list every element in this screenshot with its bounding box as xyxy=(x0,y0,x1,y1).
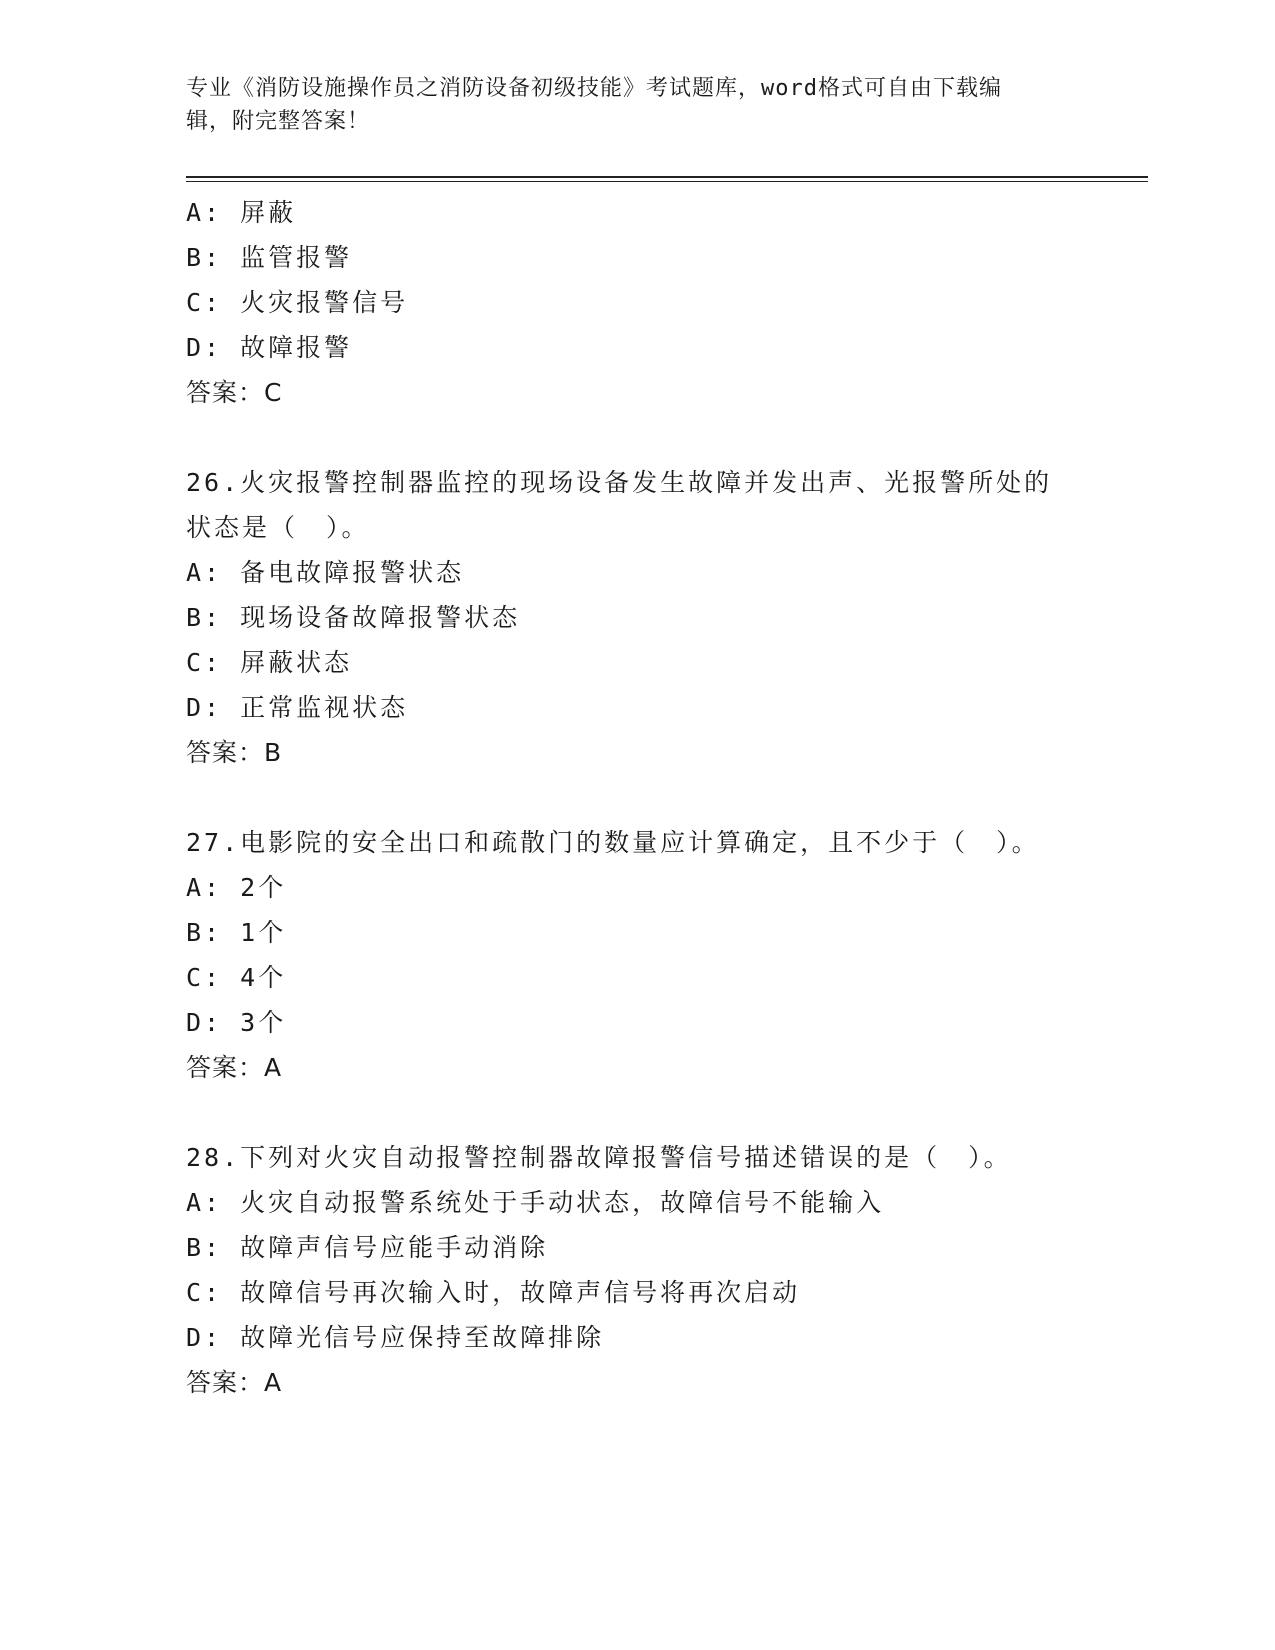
answer-label: 答案：C xyxy=(186,378,283,407)
question-block-26 xyxy=(186,460,1086,775)
spacer xyxy=(186,775,1086,820)
option-c: C: 故障信号再次输入时，故障声信号将再次启动 xyxy=(186,1278,801,1307)
option-a: A: 备电故障报警状态 xyxy=(186,558,465,587)
option-d: D: 故障报警 xyxy=(186,333,353,362)
option-c: C: 火灾报警信号 xyxy=(186,288,409,317)
header-rule-thin xyxy=(186,181,1148,182)
option-d: D: 3个 xyxy=(186,1008,287,1037)
option-d: D: 故障光信号应保持至故障排除 xyxy=(186,1323,605,1352)
answer-label: 答案：A xyxy=(186,1053,283,1082)
question-stem-line-1: 26.火灾报警控制器监控的现场设备发生故障并发出声、光报警所处的 xyxy=(186,468,1053,497)
option-a: A: 屏蔽 xyxy=(186,198,297,227)
spacer xyxy=(186,415,1086,460)
option-a: A: 2个 xyxy=(186,873,287,902)
question-stem-line-2: 状态是（ ）。 xyxy=(186,513,370,542)
option-b: B: 监管报警 xyxy=(186,243,353,272)
option-d: D: 正常监视状态 xyxy=(186,693,409,722)
question-stem-line-1: 27.电影院的安全出口和疏散门的数量应计算确定，且不少于（ ）。 xyxy=(186,828,1040,857)
option-b: B: 故障声信号应能手动消除 xyxy=(186,1233,549,1262)
option-c: C: 4个 xyxy=(186,963,287,992)
option-b: B: 1个 xyxy=(186,918,287,947)
option-b: B: 现场设备故障报警状态 xyxy=(186,603,521,632)
question-block-25 xyxy=(186,190,1086,415)
header-rule-thick xyxy=(186,176,1148,178)
question-content xyxy=(186,190,1086,1405)
question-block-28 xyxy=(186,1135,1086,1405)
header-line-1: 专业《消防设施操作员之消防设备初级技能》考试题库，word格式可自由下载编 xyxy=(186,76,1002,101)
answer-label: 答案：B xyxy=(186,738,283,767)
question-stem-line-1: 28.下列对火灾自动报警控制器故障报警信号描述错误的是（ ）。 xyxy=(186,1143,1012,1172)
spacer xyxy=(186,1090,1086,1135)
header-line-2: 辑，附完整答案！ xyxy=(186,109,371,134)
page-header xyxy=(186,72,1066,138)
answer-label: 答案：A xyxy=(186,1368,283,1397)
question-block-27 xyxy=(186,820,1086,1090)
option-c: C: 屏蔽状态 xyxy=(186,648,353,677)
option-a: A: 火灾自动报警系统处于手动状态，故障信号不能输入 xyxy=(186,1188,885,1217)
